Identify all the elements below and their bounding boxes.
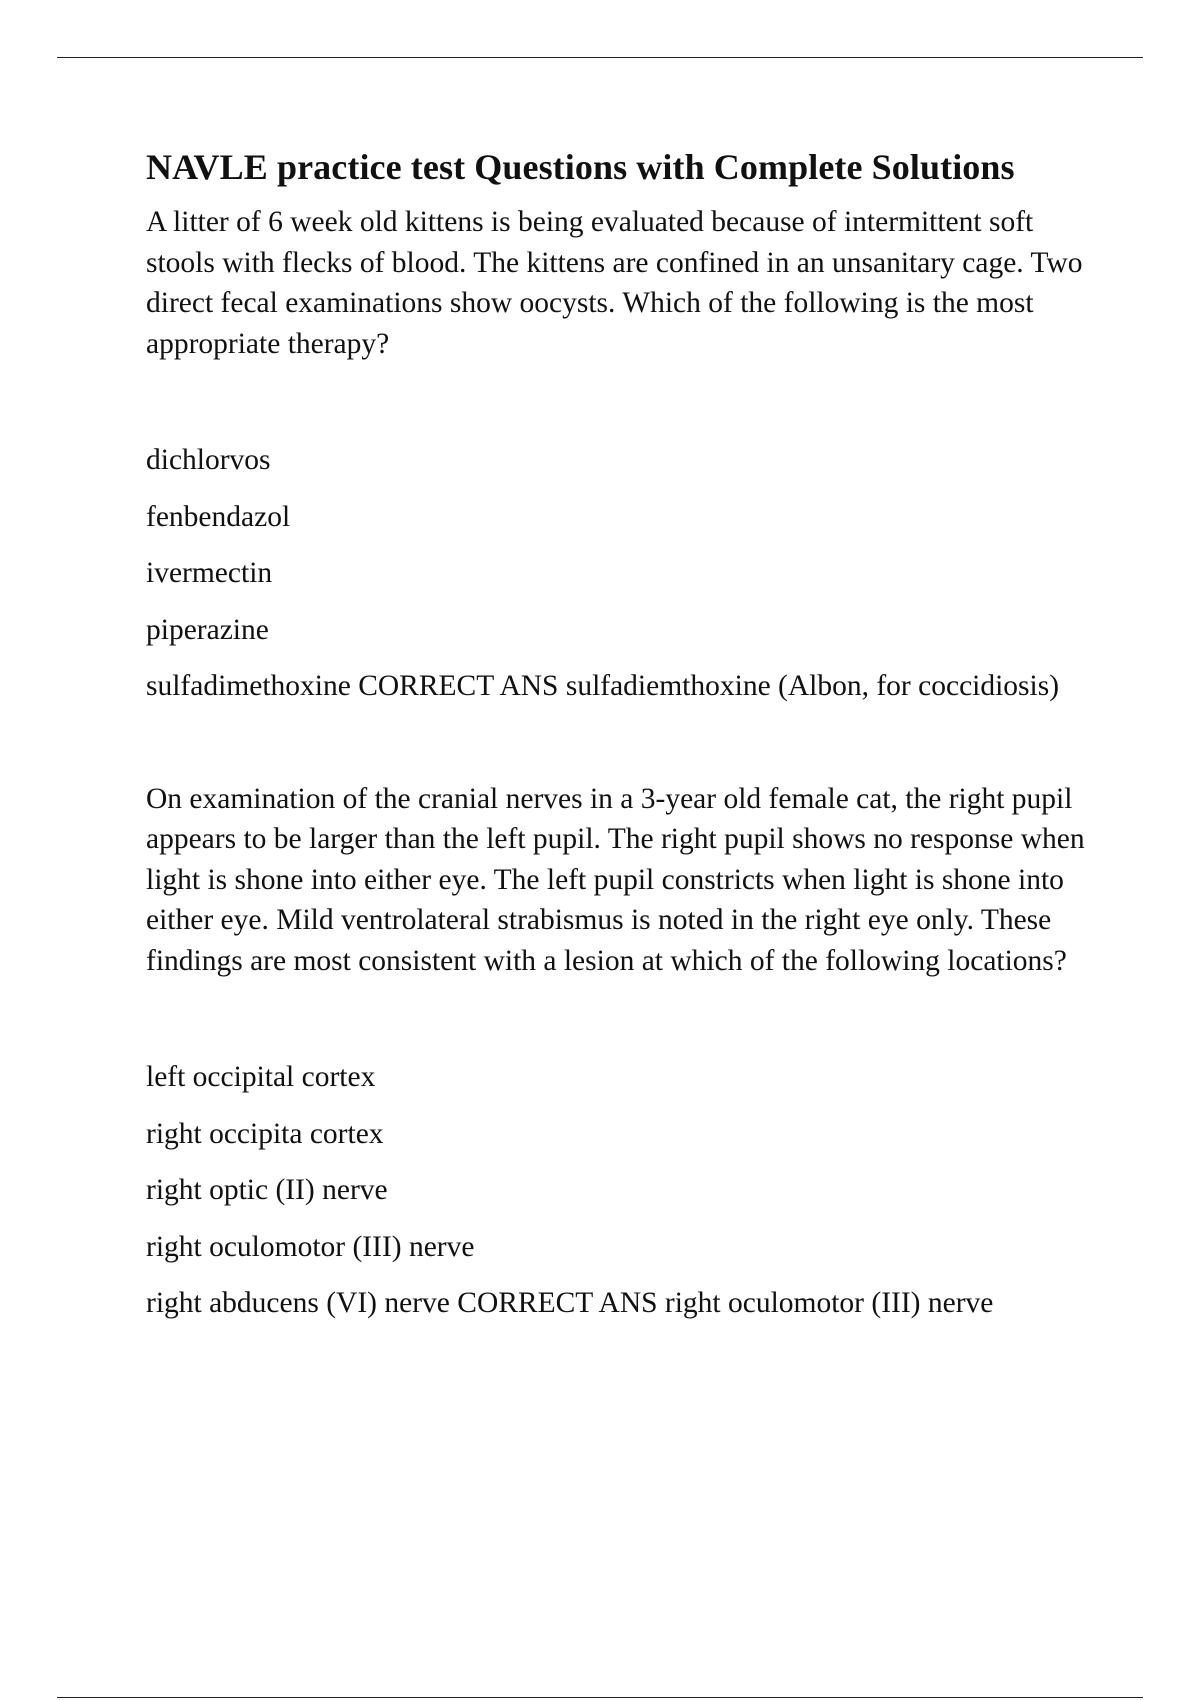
answer-option: ivermectin <box>146 557 273 589</box>
question-text: On examination of the cranial nerves in a 3-year old female cat, the right pupil appears to be larger than the left pupil. The right pupil shows no response when light is shone into either eye. The left pupil constricts when light is shone into either eye. Mild ventrolateral strabismus is noted in the right eye only. These findings are most consistent with a lesion at which of the following locations? <box>146 782 1085 977</box>
answer-option-with-solution: right abducens (VI) nerve CORRECT ANS right oculomotor (III) nerve <box>146 1287 994 1319</box>
question-block-2 <box>146 779 1106 1324</box>
answer-options <box>146 440 1106 707</box>
question-block-1 <box>146 202 1106 707</box>
answer-option: right occipita cortex <box>146 1117 384 1150</box>
answer-option: right optic (II) nerve <box>146 1174 388 1206</box>
question-text: A litter of 6 week old kittens is being evaluated because of intermittent soft stools with flecks of blood. The kittens are confined in an unsanitary cage. Two direct fecal examinations show oocysts. Which of the following is the most appropriate therapy? <box>146 206 1083 360</box>
answer-option: right oculomotor (III) nerve <box>146 1230 475 1263</box>
answer-option: piperazine <box>146 613 269 646</box>
answer-option-with-solution: sulfadimethoxine CORRECT ANS sulfadiemthoxine (Albon, for coccidiosis) <box>146 670 1060 702</box>
answer-options <box>146 1057 1106 1324</box>
bottom-rule <box>57 1697 1143 1698</box>
answer-option: dichlorvos <box>146 444 271 476</box>
answer-option: fenbendazol <box>146 500 291 533</box>
document-title: NAVLE practice test Questions with Complete Solutions <box>146 147 1015 187</box>
page-content <box>146 142 1106 1340</box>
answer-option: left occipital cortex <box>146 1061 376 1093</box>
top-rule <box>57 57 1143 58</box>
